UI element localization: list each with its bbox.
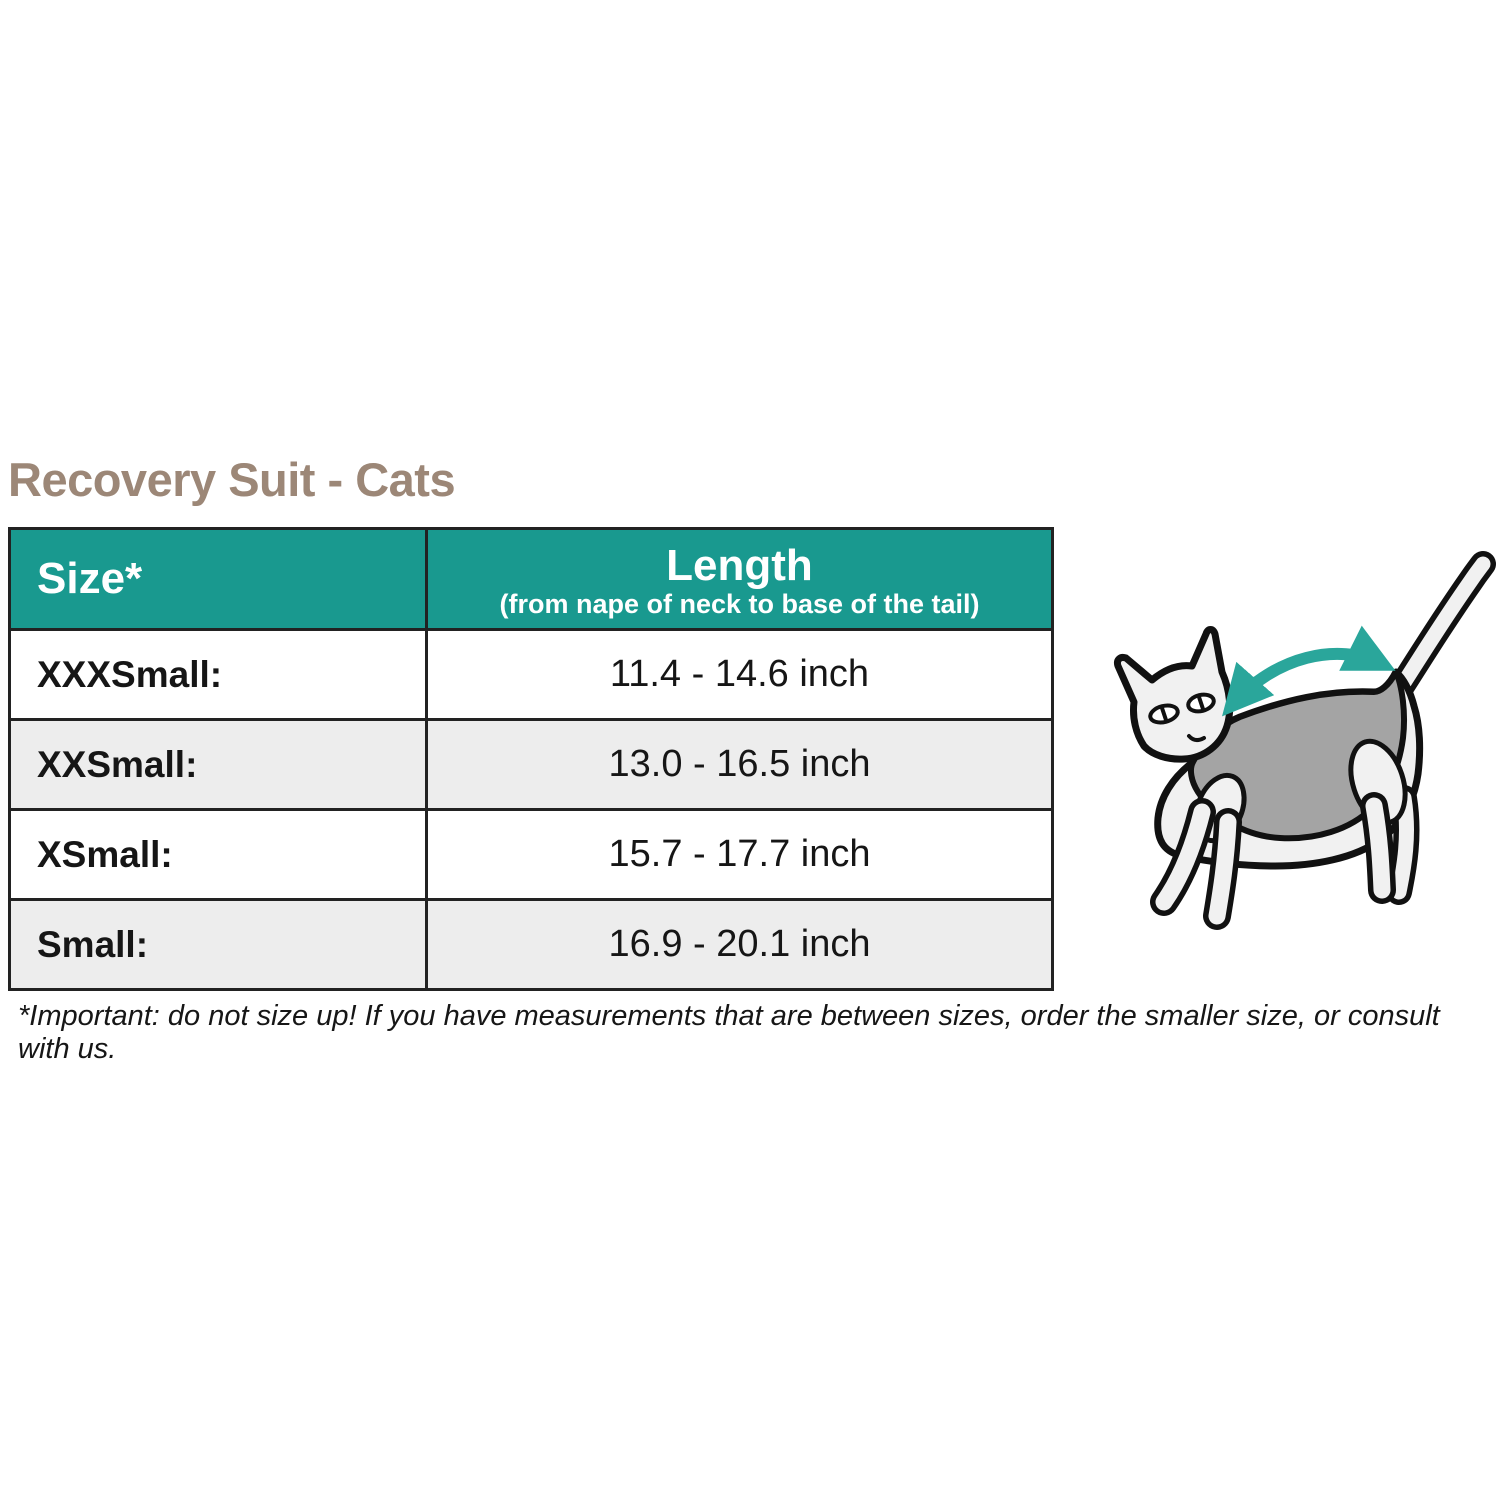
header-row <box>10 529 1053 630</box>
footnote: *Important: do not size up! If you have measurements that are between sizes, order the smaller size, or consult with us. <box>18 1000 1440 1065</box>
size-cell: XSmall: <box>10 810 427 900</box>
cat-measurement-illustration <box>1080 540 1500 980</box>
length-cell: 16.9 - 20.1 inch <box>427 900 1053 990</box>
col-header-length-sublabel: (from nape of neck to base of the tail) <box>499 589 980 620</box>
cat-tail <box>1398 564 1483 692</box>
length-cell: 15.7 - 17.7 inch <box>427 810 1053 900</box>
col-header-length <box>427 529 1053 630</box>
page-title: Recovery Suit - Cats <box>8 453 456 506</box>
cat-head <box>1117 630 1229 760</box>
size-cell: Small: <box>10 900 427 990</box>
length-cell: 13.0 - 16.5 inch <box>427 720 1053 810</box>
cat-front-leg-right <box>1217 822 1228 916</box>
table-row <box>10 810 1053 900</box>
col-header-size: Size* <box>10 529 427 630</box>
length-cell: 11.4 - 14.6 inch <box>427 630 1053 720</box>
col-header-length-label: Length <box>666 540 813 590</box>
table-row <box>10 900 1053 990</box>
size-cell: XXSmall: <box>10 720 427 810</box>
cat-hind-leg-near <box>1374 806 1382 890</box>
table-row <box>10 630 1053 720</box>
size-cell: XXXSmall: <box>10 630 427 720</box>
size-table <box>8 527 1054 991</box>
table-row <box>10 720 1053 810</box>
